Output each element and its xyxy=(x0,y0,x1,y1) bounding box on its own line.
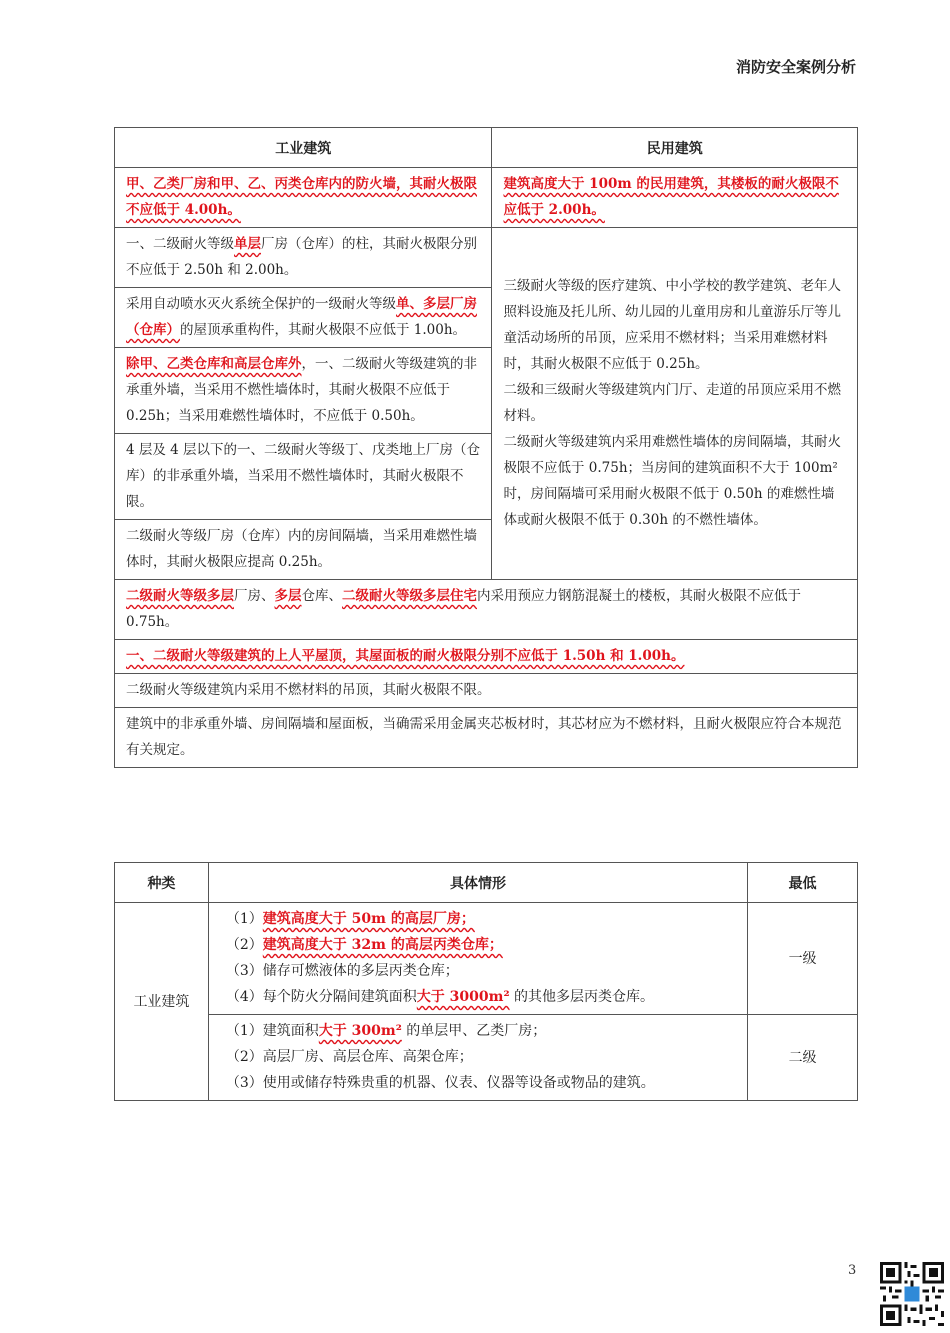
col-header-industrial: 工业建筑 xyxy=(115,128,492,168)
civil-paragraph: 二级耐火等级建筑内采用难燃性墙体的房间隔墙，其耐火极限不应低于 0.75h；当房间的建筑面积不大于 100m² 时，房间隔墙可采用耐火极限不低于 0.50h 的难燃性墙体或耐火极限不低于 0.30h 的不燃性墙体。 xyxy=(503,434,841,528)
category-cell: 工业建筑 xyxy=(115,903,209,1101)
list-item: （1）建筑高度大于 50m 的高层厂房； xyxy=(225,911,475,927)
civil-floor-cell: 建筑高度大于 100m 的民用建筑，其楼板的耐火极限不应低于 2.00h。 xyxy=(492,168,858,228)
fire-resistance-table xyxy=(114,127,858,768)
industrial-firewall-cell: 甲、乙类厂房和甲、乙、丙类仓库内的防火墙，其耐火极限不应低于 4.00h。 xyxy=(115,168,492,228)
table-row xyxy=(115,168,858,228)
industrial-low-rise-wall-cell: 4 层及 4 层以下的一、二级耐火等级丁、戊类地上厂房（仓库）的非承重外墙，当采用不燃性墙体时，其耐火极限不限。 xyxy=(115,434,492,520)
sandwich-panel-cell: 建筑中的非承重外墙、房间隔墙和屋面板，当确需采用金属夹芯板材时，其芯材应为不燃材料，且耐火极限应符合本规范有关规定。 xyxy=(115,708,858,768)
table-header-row xyxy=(115,128,858,168)
grade2-cell: 二级 xyxy=(748,1015,858,1101)
industrial-partition-cell: 二级耐火等级厂房（仓库）内的房间隔墙，当采用难燃性墙体时，其耐火极限应提高 0.25h。 xyxy=(115,520,492,580)
civil-paragraph: 二级和三级耐火等级建筑内门厅、走道的吊顶应采用不燃材料。 xyxy=(503,382,841,424)
ceiling-cell: 二级耐火等级建筑内采用不燃材料的吊顶，其耐火极限不限。 xyxy=(115,674,858,708)
table-row xyxy=(115,708,858,768)
grade2-items-cell xyxy=(208,1015,747,1101)
list-item: （2）高层厂房、高层仓库、高架仓库； xyxy=(225,1049,473,1065)
prestressed-floor-cell: 二级耐火等级多层厂房、多层仓库、二级耐火等级多层住宅内采用预应力钢筋混凝土的楼板，其耐火极限不应低于 0.75h。 xyxy=(115,580,858,640)
header-title: 消防安全案例分析 xyxy=(735,58,856,76)
table-row xyxy=(115,640,858,674)
civil-ceiling-cell xyxy=(492,228,858,580)
table-header-row xyxy=(115,863,858,903)
table-row xyxy=(115,580,858,640)
list-item: （2）建筑高度大于 32m 的高层丙类仓库； xyxy=(225,937,503,953)
list-item: （1）建筑面积大于 300m² 的单层甲、乙类厂房； xyxy=(225,1023,547,1039)
grade1-cell: 一级 xyxy=(748,903,858,1015)
industrial-roof-cell: 采用自动喷水灭火系统全保护的一级耐火等级单、多层厂房（仓库）的屋顶承重构件，其耐火极限不应低于 1.00h。 xyxy=(115,288,492,348)
qr-code-icon xyxy=(880,1262,944,1326)
table-row xyxy=(115,1015,858,1101)
industrial-exterior-wall-cell: 除甲、乙类仓库和高层仓库外，一、二级耐火等级建筑的非承重外墙，当采用不燃性墙体时，其耐火极限不应低于 0.25h；当采用难燃性墙体时，不应低于 0.50h。 xyxy=(115,348,492,434)
civil-paragraph: 三级耐火等级的医疗建筑、中小学校的教学建筑、老年人照料设施及托儿所、幼儿园的儿童用房和儿童游乐厅等儿童活动场所的吊顶，应采用不燃材料；当采用难燃材料时，其耐火极限不应低于 0.25h。 xyxy=(503,278,841,372)
col-header-category: 种类 xyxy=(115,863,209,903)
list-item: （3）使用或储存特殊贵重的机器、仪表、仪器等设备或物品的建筑。 xyxy=(225,1075,655,1091)
col-header-minimum: 最低 xyxy=(748,863,858,903)
industrial-column-cell: 一、二级耐火等级单层厂房（仓库）的柱，其耐火极限分别不应低于 2.50h 和 2.00h。 xyxy=(115,228,492,288)
page-number: 3 xyxy=(848,1263,857,1278)
list-item: （3）储存可燃液体的多层丙类仓库； xyxy=(225,963,459,979)
roof-slab-cell: 一、二级耐火等级建筑的上人平屋顶，其屋面板的耐火极限分别不应低于 1.50h 和 1.00h。 xyxy=(115,640,858,674)
list-item: （4）每个防火分隔间建筑面积大于 3000m² 的其他多层丙类仓库。 xyxy=(225,989,655,1005)
col-header-situation: 具体情形 xyxy=(208,863,747,903)
table-row xyxy=(115,228,858,288)
table-row xyxy=(115,674,858,708)
grade1-items-cell xyxy=(208,903,747,1015)
table-row xyxy=(115,903,858,1015)
fire-rating-table xyxy=(114,862,858,1101)
col-header-civil: 民用建筑 xyxy=(492,128,858,168)
